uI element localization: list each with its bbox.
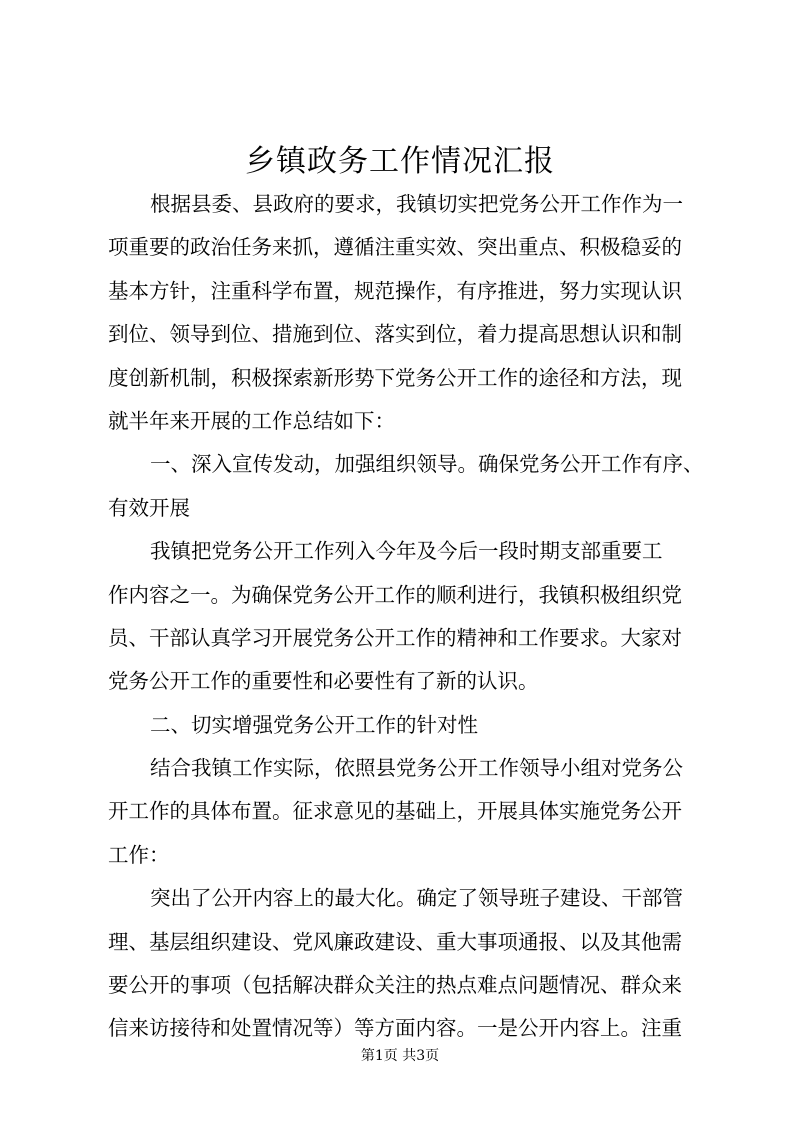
body-line: 工作： [108,842,170,867]
body-line: 作内容之一。为确保党务公开工作的顺利进行，我镇积极组织党 [108,582,682,607]
body-line: 要公开的事项（包括解决群众关注的热点难点问题情况、群众来 [108,973,682,998]
body-line: 开工作的具体布置。征求意见的基础上，开展具体实施党务公开 [108,799,682,824]
body-line: 到位、领导到位、措施到位、落实到位，着力提高思想认识和制 [108,322,682,347]
body-line: 度创新机制，积极探索新形势下党务公开工作的途径和方法，现 [108,365,682,390]
body-line: 党务公开工作的重要性和必要性有了新的认识。 [108,669,539,694]
document-body [108,183,708,1051]
body-line: 根据县委、县政府的要求，我镇切实把党务公开工作作为一 [150,192,683,216]
body-line: 信来访接待和处置情况等）等方面内容。一是公开内容上。注重 [108,1016,682,1041]
document-title: 乡镇政务工作情况汇报 [245,144,555,179]
section-heading-line: 有效开展 [108,495,190,520]
body-line: 我镇把党务公开工作列入今年及今后一段时期支部重要工 [150,539,663,564]
body-line: 突出了公开内容上的最大化。确定了领导班子建设、干部管 [150,886,683,911]
section-heading-line: 二、切实增强党务公开工作的针对性 [150,712,478,737]
section-heading-line: 一、深入宣传发动，加强组织领导。确保党务公开工作有序、 [150,452,704,477]
body-line: 结合我镇工作实际，依照县党务公开工作领导小组对党务公 [150,756,683,781]
body-line: 就半年来开展的工作总结如下： [108,408,395,433]
body-line: 员、干部认真学习开展党务公开工作的精神和工作要求。大家对 [108,625,682,650]
page-footer: 第1页 共3页 [360,1048,440,1064]
body-line: 基本方针，注重科学布置，规范操作，有序推进，努力实现认识 [108,278,682,303]
body-line: 理、基层组织建设、党风廉政建设、重大事项通报、以及其他需 [108,929,682,954]
body-line: 项重要的政治任务来抓，遵循注重实效、突出重点、积极稳妥的 [108,235,682,260]
